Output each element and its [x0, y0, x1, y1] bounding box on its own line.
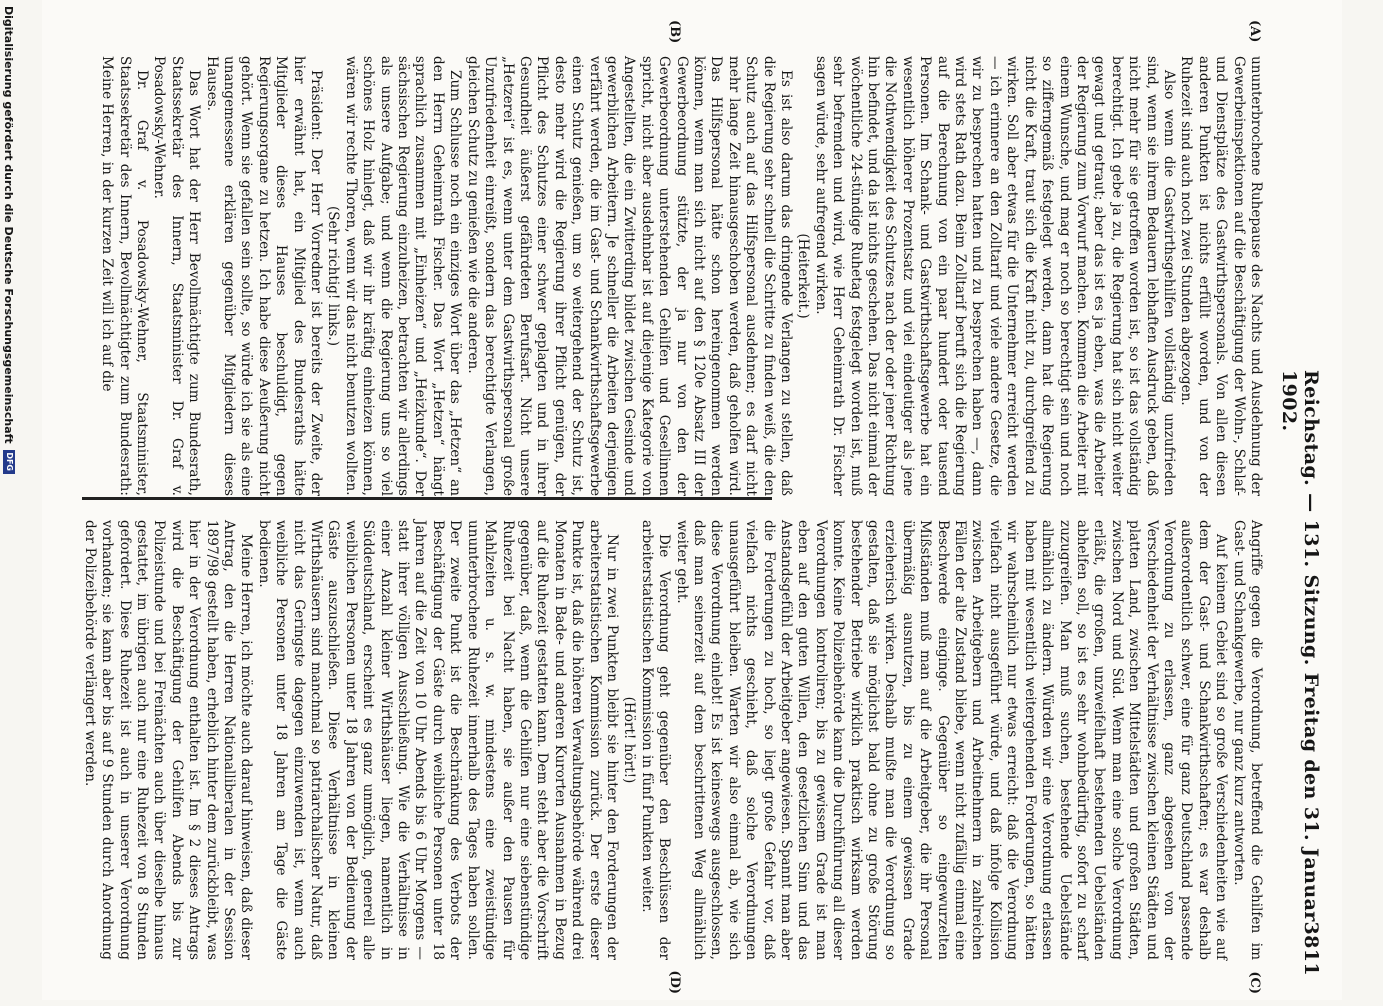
document-page: [2, 0, 1342, 1000]
paragraph: Präsident: Der Herr Vorredner ist bereits der Zweite, der hier erwähnt hat, ein Mitglied des Bundesraths hätte Mitglieder dieses Hauses beschuldigt, gegen Regierungsorgane zu hetzen. Ich habe diese Aeußerung nicht gehört. Wenn sie gefallen sein sollte, so würde ich sie als eine unangemessene erklären gegenüber Mitgliedern dieses Hauses.: [203, 56, 324, 496]
paragraph: Die Verordnung geht gegenüber den Beschlüssen der arbeiterstatistischen Kommission in fünf Punkten weiter.: [638, 520, 672, 960]
interjection: (Sehr richtig! links.): [324, 205, 341, 347]
page-number: 3811: [1299, 921, 1322, 976]
paragraph: Also wenn die Gastwirthsgehilfen vollständig unzufrieden sind, wenn sie ihrem Bedauern lebhaften Ausdruck geben, daß nicht mehr für sie getroffen worden ist, so ist das vollständig berechtigt. Ich gebe ja zu, die Regierung hat sich nicht weiter gewagt und getraut; aber das ist es ja eben, was die Arbeiter der Regierung zum Vorwurf machen. Kommen die Arbeiter mit einem Wunsche, und mag er noch so berechtigt sein und noch so zifferngemäß festgelegt werden, dann hat die Regierung nicht die Kraft, traut sich die Kraft nicht zu, durchgreifend zu wirken. Soll aber etwas für die Unternehmer erreicht werden — ich erinnere an den Zolltarif und viele andere Gesetze, die wir zu besprechen hatten und zu besprechen haben —, dann wird stets Rath dazu. Beim Zolltarif beruft sich die Regierung auf die Berechnung von ein paar hundert oder tausend Personen. Im Schank- und Gastwirthschaftsgewerbe hat ein wesentlich höherer Prozentsatz und viel eindeutiger als jene die Nothwendigkeit des Schutzes nach der oder jener Richtung hin befindet, und da ist nichts geschehen. Das nicht einmal der wöchentliche 24-stündige Ruhetag festgelegt worden ist, muß sehr befremden und wird, wie Herr Geheimrath Dr. Fischer sagen würde, sehr aufregend wirken.: [812, 56, 1177, 496]
digitization-attribution: [0, 0, 20, 1006]
paragraph: ununterbrochene Ruhepause des Nachts und Ausdehnung der Gewerbeinspektionen auf die Beschäftigung der Wohn-, Schlaf- und Dienstplätze des Gastwirthspersonals. Von allen diesen anderen Punkten ist nichts erfüllt worden, und von der Ruhezeit sind auch noch zwei Stunden abgezogen.: [1177, 56, 1264, 496]
interjection: (Heiterkeit.): [794, 233, 811, 319]
paragraph: Nur in zwei Punkten bleibt sie hinter den Forderungen der arbeiterstatistischen Kommission zurück. Der erste dieser Punkte ist, daß die höheren Verwaltungsbehörde während drei Monaten in Bade- und anderen Kurorten Ausnahmen in Bezug auf die Ruhezeit gestatten kann. Dem steht aber die Vorschrift gegenüber, daß, wenn die Gehilfen nur eine siebenstündige Ruhezeit bei Nacht haben, sie außer den Pausen für Mahlzeiten u. s. w. mindestens eine zweistündige ununterbrochene Ruhezeit innerhalb des Tages haben sollen. Der zweite Punkt ist die Beschränkung des Verbots der Beschäftigung der Gäste durch weibliche Personen unter 18 Jahren auf die Zeit von 10 Uhr Abends bis 6 Uhr Morgens — statt ihrer völligen Ausschließung. Wie die Verhältnisse in einer Anzahl kleiner Wirthshäuser liegen, namentlich in Süddeutschland, erscheint es ganz unmöglich, generell alle weiblichen Personen unter 18 Jahren von der Bedienung der Gäste auszuschließen. Diese Verhältnisse in kleinen Wirthshäusern sind manchmal so patriarchalischer Natur, daß nicht das Geringste dagegen einzuwenden ist, wenn auch weibliche Personen unter 18 Jahren am Tage die Gäste bedienen.: [255, 520, 620, 960]
column-divider: [82, 497, 772, 500]
paragraph: Das Wort hat der Herr Bevollmächtigte zum Bundesrath, Staatssekretär des Innern, Staatsminister Dr. Graf v. Posadowsky-Wehner.: [150, 56, 202, 496]
paragraph: Es ist also darum das dringende Verlangen zu stellen, daß die Regierung sehr schnell die Schritte zu finden weiß, die den Schutz auch auf das Hilfspersonal ausdehnen; es darf nicht mehr lange Zeit hinausgeschoben werden, daß geholfen wird. Das Hilfspersonal hätte schon hereingenommen werden können, wenn man sich nicht auf den § 120e Absatz III der Gewerbeordnung stützte, der ja nur von den der Gewerbeordnung unterstehenden Gehilfen und Gesellinnen spricht, nicht aber ausdehnbar ist auf diejenige Kategorie von Angestellten, die ein Zwitterding bildet zwischen Gesinde und gewerblichen Arbeitern. Je schneller die Arbeiten derjenigen verfährt werden, die im Gast- und Schankwirthschaftsgewerbe einen Schutz genießen, um so weitergehend der Schutz ist, desto mehr wird die Regierung ihrer Pflicht genügen, der Pflicht des Schutzes einer schwer geplagten und in ihrer Gesundheit äußerst gefährdeten Berufsart. Nicht unsere „Hetzerei“ ist es, wenn unter dem Gastwirthspersonal große Unzufriedenheit einreißt, sondern das berechtigte Verlangen, gleichen Schutz zu genießen wie die anderen.: [464, 56, 794, 496]
paragraph: Zum Schlusse noch ein einziges Wort über das „Hetzen“ an den Herrn Geheimrath Fischer. Das Wort „Hetzen“ hängt sprachlich zusammen mit „Einheizen“ und „Heizkunde“. Der sächsischen Regierung einzuheizen, betrachten wir allerdings als unsere Aufgabe; und wenn die Regierung uns so viel schönes Holz hinlegt, daß wir ihr kräftig einheizen können, wären wir rechte Thoren, wenn wir das nicht benutzen wollten.: [342, 56, 463, 496]
paragraph: Meine Herren, ich möchte auch darauf hinweisen, daß dieser Antrag, den die Herren Nationalliberalen in der Session 1897/98 gestellt haben, erheblich hinter dem zurückbleibt, was hier in der Verordnung enthalten ist. Im § 2 dieses Antrags wird die Beschäftigung der Gehilfen Abends bis zur Polizeistunde und bei Freinächten auch über dieselbe hinaus gestattet, im übrigen auch nur eine Ruhezeit von 8 Stunden gefordert. Diese Ruhezeit ist auch in unserer Verordnung vorhanden; sie kann aber bis auf 9 Stunden durch Anordnung der Polizeibehörde verlängert werden.: [81, 520, 254, 960]
dfg-logo: DFG: [3, 450, 15, 474]
margin-marker-d: (D): [666, 970, 682, 994]
right-column: [81, 520, 1264, 960]
running-title: Reichstag. — 131. Sitzung. Freitag den 31. Januar 1902.: [1277, 370, 1322, 922]
paragraph: Dr. Graf v. Posadowsky-Wehner, Staatsminister, Staatssekretär des Innern, Bevollmächtigter zum Bundesrath: Meine Herren, in der kurzen Zeit will ich auf die: [98, 56, 150, 496]
attribution-text: Digitalisierung gefördert durch die Deutsche Forschungsgemeinschaft: [2, 6, 15, 444]
margin-marker-c: (C): [1246, 971, 1262, 994]
margin-marker-a: (A): [1246, 20, 1262, 43]
paragraph: Angriffe gegen die Verordnung, betreffend die Gehilfen im Gast- und Schankgewerbe, nur ganz kurz antworten.: [1230, 520, 1264, 960]
left-column: [98, 56, 1264, 496]
interjection: (Hört! hört!): [620, 696, 637, 784]
paragraph: Auf keinem Gebiet sind so große Verschiedenheiten wie auf dem der Gast- und Schankwirthschaften; es war deshalb außerordentlich schwer, eine für ganz Deutschland passende Verordnung zu erlassen, ganz abgesehen von der Verschiedenheit der Verhältnisse zwischen kleinen Städten und platten Land, zwischen Mittelstädten und großen Städten, zwischen Nord und Süd. Wenn man eine solche Verordnung erläßt, die großen, unzweifelhaft bestehenden Uebelständen abhelfen soll, so ist es sehr wohnbedürftig, sofort zu scharf zuzugreifen. Man muß suchen, bestehende Uebelstände allmählich zu ändern. Würden wir eine Verordnung erlassen haben mit wesentlich weitergehenden Forderungen, so hätten wir wahrscheinlich nur etwas erreicht: daß die Verordnung vielfach nicht ausgeführt würde, und daß infolge Kollision zwischen Arbeitgebern und Arbeitnehmern in zahlreichen Fällen der alte Zustand bliebe, wenn nicht zufällig einmal eine Beschwerde einginge. Gegenüber so eingewurzelten Mißständen muß man auf die Arbeitgeber, die ihr Personal übermäßig ausnutzen, bis zu einem gewissen Grade erzieherisch wirken. Deshalb mußte man die Verordnung so gestalten, daß sie möglichst bald ohne zu große Störung bestehender Betriebe wirklich praktisch wirksam werden konnte. Keine Polizeibehörde kann die Durchführung all dieser Verordnungen kontroliren; bis zu gewissem Grade ist man eben auf den guten Willen, den gesetzlichen Sinn und das Anstandsgefühl der Arbeitgeber angewiesen. Spannt man aber die Forderungen zu hoch, so liegt große Gefahr vor, daß vielfach nichts geschieht, daß solche Verordnungen unausgeführt bleiben. Warten wir also einmal ab, wie sich diese Verordnung einlebt! Es ist keineswegs ausgeschlossen, daß man seinerzeit auf dem beschrittenen Weg allmählich weiter geht.: [673, 520, 1229, 960]
page-header: [1277, 40, 1322, 976]
margin-marker-b: (B): [666, 20, 682, 44]
